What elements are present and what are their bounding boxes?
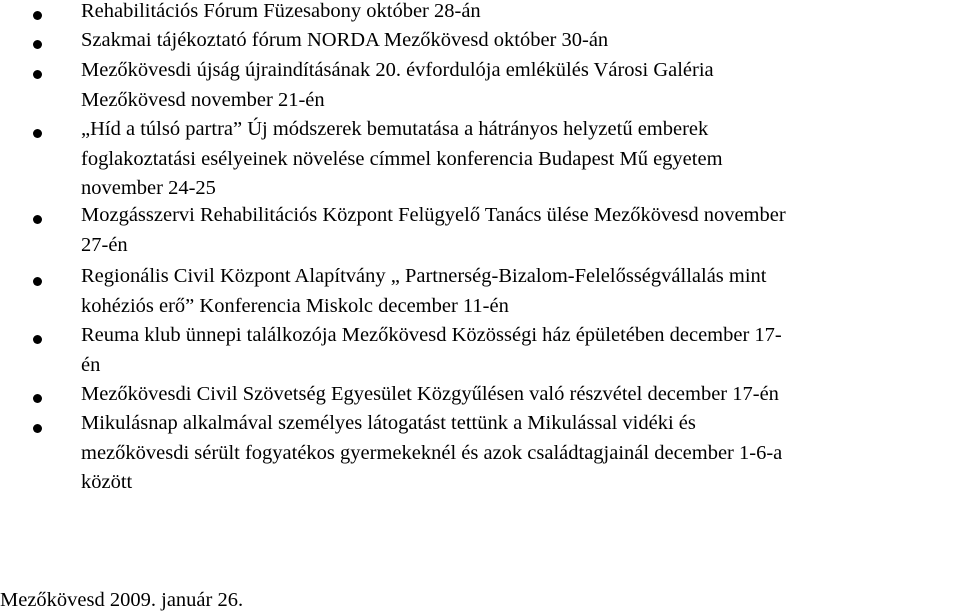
text-line: én [81, 353, 101, 376]
text-line: kohéziós erő” Konferencia Miskolc december 11-én [81, 294, 509, 317]
list-item-text [81, 380, 957, 410]
text-line: Szakmai tájékoztató fórum NORDA Mezőkövesd október 30-án [81, 29, 609, 51]
text-line: Mikulásnap alkalmával személyes látogatást tettünk a Mikulással vidéki és [81, 412, 696, 434]
list-item-text [81, 409, 957, 498]
text-line: november 24-25 [81, 177, 216, 199]
bullet-icon [33, 335, 42, 344]
text-line: között [81, 471, 133, 493]
text-line: Mezőkövesdi Civil Szövetség Egyesület Közgyűlésen való részvétel december 17-én [81, 383, 779, 405]
bullet-icon [33, 215, 42, 224]
bullet-icon [33, 40, 42, 49]
text-line: Rehabilitációs Fórum Füzesabony október 28-án [81, 0, 481, 22]
list-item-text [81, 321, 957, 380]
text-line: „Híd a túlsó partra” Új módszerek bemutatása a hátrányos helyzetű emberek [81, 118, 709, 140]
list-item-text [81, 262, 957, 321]
bullet-icon [33, 424, 42, 433]
bullet-icon [33, 277, 42, 286]
bullet-icon [33, 11, 42, 20]
text-line: Reuma klub ünnepi találkozója Mezőkövesd Közösségi ház épületében december 17- [81, 324, 782, 346]
bullet-icon [33, 129, 42, 138]
text-line: Regionális Civil Központ Alapítvány „ Partnerség-Bizalom-Felelősségvállalás mint [81, 265, 767, 287]
text-line: Mozgásszervi Rehabilitációs Központ Felügyelő Tanács ülése Mezőkövesd november [81, 204, 786, 226]
text-line: mezőkövesdi sérült fogyatékos gyermekeknél és azok családtagjainál december 1-6-a [81, 441, 783, 464]
bullet-icon [33, 394, 42, 403]
bullet-icon [33, 70, 42, 79]
text-line: foglakoztatási esélyeinek növelése címmel konferencia Budapest Mű egyetem [81, 147, 723, 170]
list-item-text [81, 201, 957, 260]
list-item-text [81, 0, 957, 27]
text-line: Mezőkövesdi újság újraindításának 20. évfordulója emlékülés Városi Galéria [81, 59, 714, 81]
text-line: 27-én [81, 233, 128, 256]
place-date-line: Mezőkövesd 2009. január 26. [0, 589, 244, 611]
list-item-text [81, 56, 957, 115]
list-item-text [81, 115, 957, 204]
text-line: Mezőkövesd november 21-én [81, 88, 325, 111]
list-item-text [81, 26, 957, 56]
